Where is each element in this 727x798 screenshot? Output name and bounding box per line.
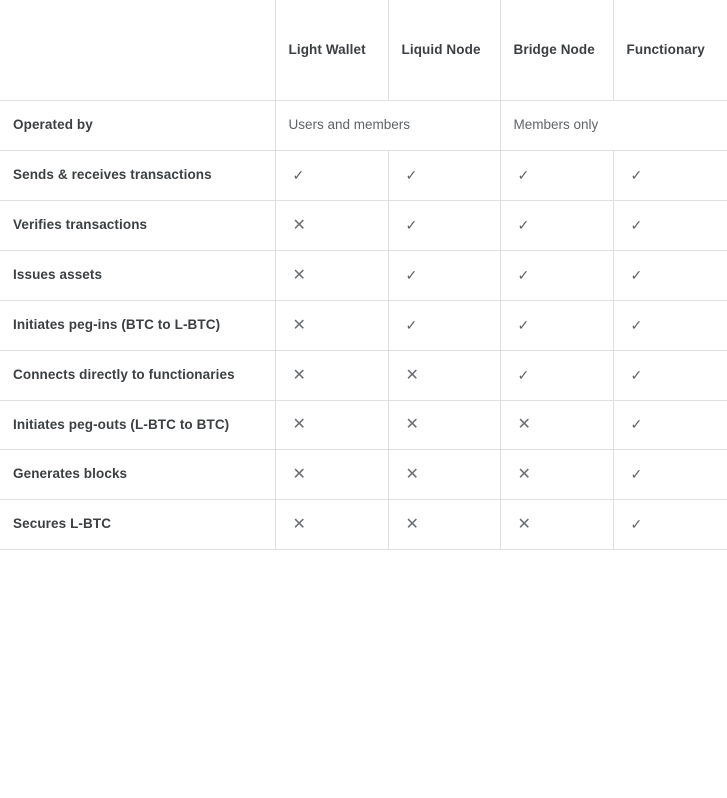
table-corner-cell xyxy=(0,0,275,101)
check-icon: ✓ xyxy=(630,166,643,183)
check-icon: ✓ xyxy=(630,416,643,433)
table-cell-cross xyxy=(275,300,388,350)
table-cell-cross xyxy=(388,500,500,550)
table-row xyxy=(0,500,727,550)
cross-icon: ✕ xyxy=(292,216,306,234)
check-icon: ✓ xyxy=(630,516,643,533)
table-cell-cross xyxy=(388,350,500,400)
check-icon: ✓ xyxy=(405,266,418,283)
row-header: Issues assets xyxy=(0,250,275,300)
table-cell-cross xyxy=(388,400,500,450)
table-cell-check xyxy=(275,150,388,200)
check-icon: ✓ xyxy=(630,466,643,483)
table-cell-cross xyxy=(500,500,613,550)
table-cell-check xyxy=(613,150,727,200)
check-icon: ✓ xyxy=(517,366,530,383)
column-header-functionary: Functionary xyxy=(613,0,727,101)
table-cell-cross xyxy=(275,350,388,400)
table-cell-check xyxy=(613,350,727,400)
check-icon: ✓ xyxy=(517,266,530,283)
cross-icon: ✕ xyxy=(405,466,419,484)
cross-icon: ✕ xyxy=(517,466,531,484)
column-header-bridge-node: Bridge Node xyxy=(500,0,613,101)
table-cell-check xyxy=(388,200,500,250)
table-cell-check xyxy=(613,250,727,300)
cross-icon: ✕ xyxy=(292,416,306,434)
table-row xyxy=(0,200,727,250)
table-header-row xyxy=(0,0,727,101)
table-body xyxy=(0,101,727,550)
table-cell-check xyxy=(613,500,727,550)
table-cell-cross xyxy=(275,500,388,550)
cross-icon: ✕ xyxy=(292,466,306,484)
row-header: Operated by xyxy=(0,101,275,151)
cross-icon: ✕ xyxy=(292,516,306,534)
column-header-liquid-node: Liquid Node xyxy=(388,0,500,101)
table-cell-check xyxy=(500,350,613,400)
check-icon: ✓ xyxy=(517,166,530,183)
row-header: Generates blocks xyxy=(0,450,275,500)
table-cell-check xyxy=(500,300,613,350)
table-cell-check xyxy=(500,250,613,300)
table-cell-check xyxy=(388,250,500,300)
row-header: Verifies transactions xyxy=(0,200,275,250)
table-row xyxy=(0,101,727,151)
cross-icon: ✕ xyxy=(292,316,306,334)
table-row xyxy=(0,300,727,350)
cross-icon: ✕ xyxy=(405,366,419,384)
check-icon: ✓ xyxy=(292,166,305,183)
check-icon: ✓ xyxy=(630,266,643,283)
table-cell-text: Members only xyxy=(500,101,727,151)
row-header: Connects directly to functionaries xyxy=(0,350,275,400)
table-cell-check xyxy=(613,200,727,250)
table-cell-cross xyxy=(500,450,613,500)
check-icon: ✓ xyxy=(405,216,418,233)
check-icon: ✓ xyxy=(405,166,418,183)
table-cell-check xyxy=(613,400,727,450)
cross-icon: ✕ xyxy=(517,416,531,434)
check-icon: ✓ xyxy=(630,366,643,383)
table-cell-cross xyxy=(275,450,388,500)
table-cell-check xyxy=(388,300,500,350)
check-icon: ✓ xyxy=(517,216,530,233)
table-row xyxy=(0,150,727,200)
check-icon: ✓ xyxy=(405,316,418,333)
table-cell-cross xyxy=(275,200,388,250)
table-header xyxy=(0,0,727,101)
check-icon: ✓ xyxy=(630,216,643,233)
row-header: Secures L-BTC xyxy=(0,500,275,550)
table-cell-cross xyxy=(500,400,613,450)
table-cell-check xyxy=(613,300,727,350)
row-header: Initiates peg-ins (BTC to L-BTC) xyxy=(0,300,275,350)
table-cell-check xyxy=(500,200,613,250)
cross-icon: ✕ xyxy=(292,366,306,384)
cross-icon: ✕ xyxy=(517,516,531,534)
row-header: Sends & receives transactions xyxy=(0,150,275,200)
table-cell-text: Users and members xyxy=(275,101,500,151)
column-header-light-wallet: Light Wallet xyxy=(275,0,388,101)
check-icon: ✓ xyxy=(630,316,643,333)
cross-icon: ✕ xyxy=(292,266,306,284)
row-header: Initiates peg-outs (L-BTC to BTC) xyxy=(0,400,275,450)
table-cell-check xyxy=(613,450,727,500)
table-cell-cross xyxy=(275,400,388,450)
table-cell-cross xyxy=(388,450,500,500)
cross-icon: ✕ xyxy=(405,416,419,434)
table-row xyxy=(0,450,727,500)
table-cell-check xyxy=(500,150,613,200)
table-row xyxy=(0,400,727,450)
cross-icon: ✕ xyxy=(405,516,419,534)
table-cell-cross xyxy=(275,250,388,300)
table-row xyxy=(0,250,727,300)
table-row xyxy=(0,350,727,400)
check-icon: ✓ xyxy=(517,316,530,333)
table-cell-check xyxy=(388,150,500,200)
